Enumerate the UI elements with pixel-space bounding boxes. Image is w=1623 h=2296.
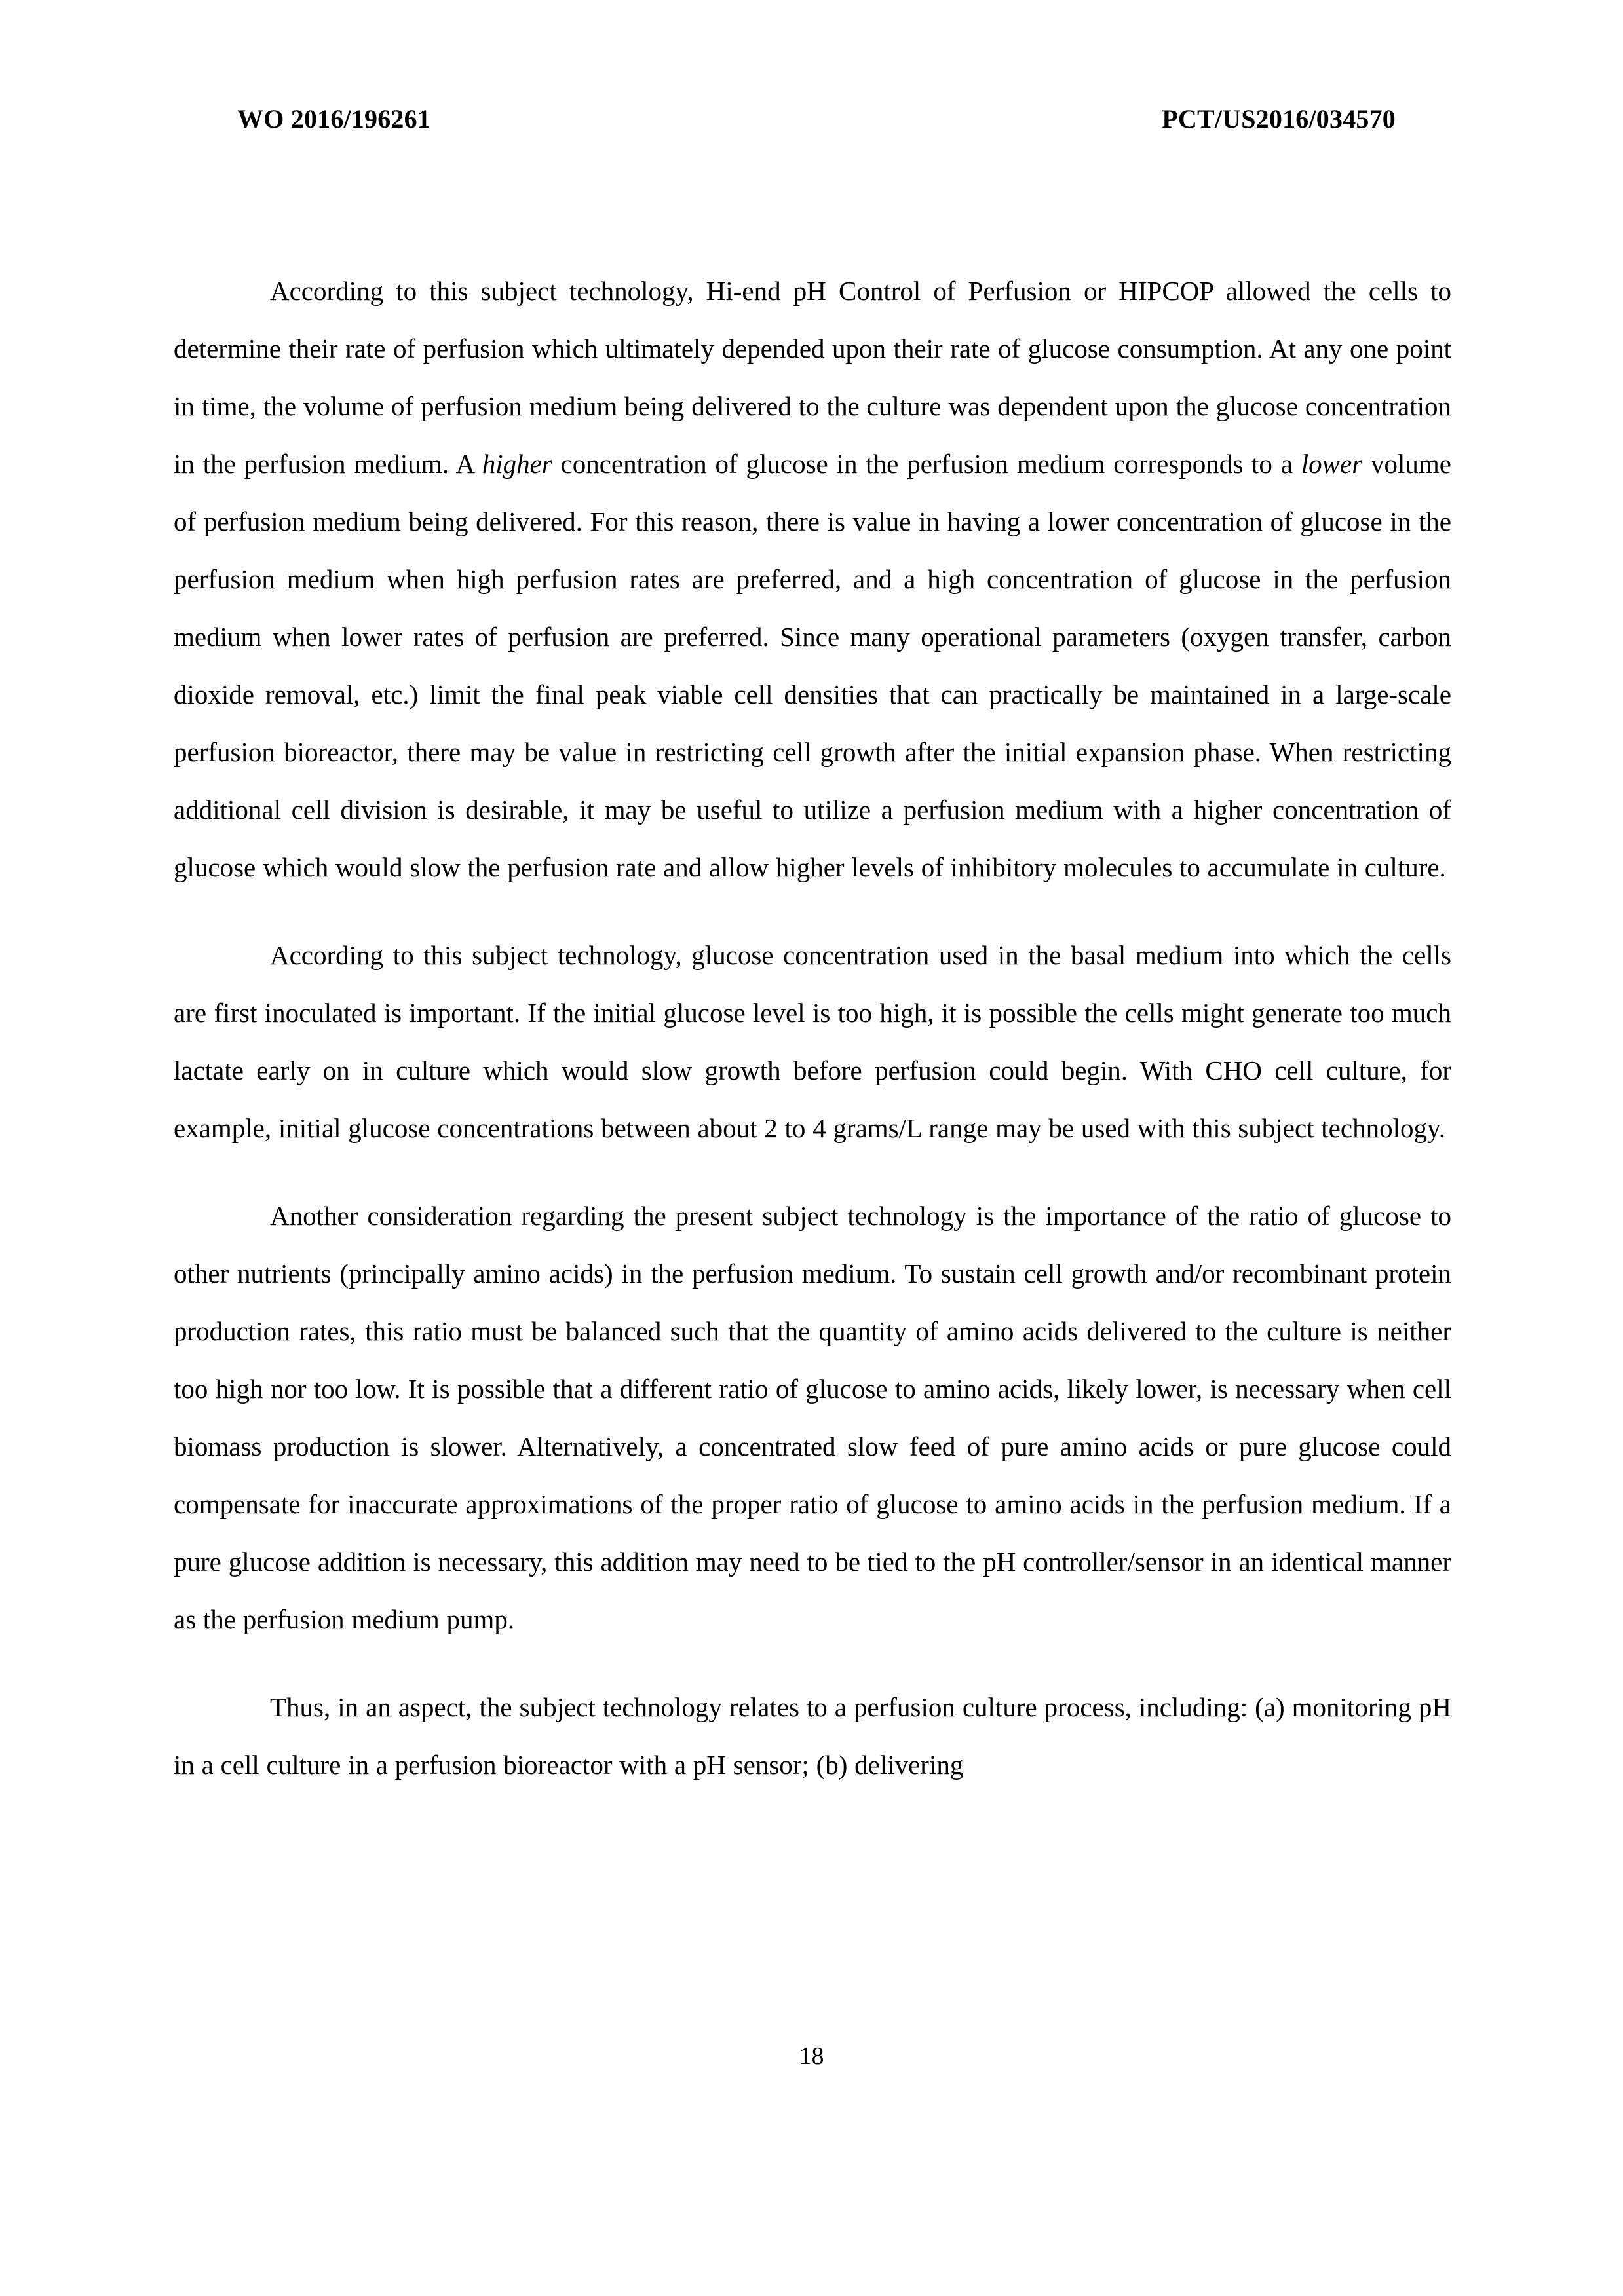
paragraph-1: According to this subject technology, Hi-end pH Control of Perfusion or HIPCOP allowed the cells to determine their rate of perfusion which ultimately depended upon their rate of glucose consumption. At any one point in time, the volume of perfusion medium being delivered to the culture was dependent upon the glucose concentration in the perfusion medium. A higher concentration of glucose in the perfusion medium corresponds to a lower volume of perfusion medium being delivered. For this reason, there is value in having a lower concentration of glucose in the perfusion medium when high perfusion rates are preferred, and a high concentration of glucose in the perfusion medium when lower rates of perfusion are preferred. Since many operational parameters (oxygen transfer, carbon dioxide removal, etc.) limit the final peak viable cell densities that can practically be maintained in a large-scale perfusion bioreactor, there may be value in restricting cell growth after the initial expansion phase. When restricting additional cell division is desirable, it may be useful to utilize a perfusion medium with a higher concentration of glucose which would slow the perfusion rate and allow higher levels of inhibitory molecules to accumulate in culture. <box>174 276 1451 882</box>
body-text <box>174 262 1451 1794</box>
running-header <box>237 105 1396 134</box>
paragraph-3: Another consideration regarding the present subject technology is the importance of the ratio of glucose to other nutrients (principally amino acids) in the perfusion medium. To sustain cell growth and/or recombinant protein production rates, this ratio must be balanced such that the quantity of amino acids delivered to the culture is neither too high nor too low. It is possible that a different ratio of glucose to amino acids, likely lower, is necessary when cell biomass production is slower. Alternatively, a concentrated slow feed of pure amino acids or pure glucose could compensate for inaccurate approximations of the proper ratio of glucose to amino acids in the perfusion medium. If a pure glucose addition is necessary, this addition may need to be tied to the pH controller/sensor in an identical manner as the perfusion medium pump. <box>174 1201 1451 1634</box>
emphasis-text: higher <box>482 449 552 479</box>
page-number: 18 <box>799 2042 824 2070</box>
publication-number: WO 2016/196261 <box>237 104 431 134</box>
paragraph-2: According to this subject technology, glucose concentration used in the basal medium into which the cells are first inoculated is important. If the initial glucose level is too high, it is possible the cells might generate too much lactate early on in culture which would slow growth before perfusion could begin. With CHO cell culture, for example, initial glucose concentrations between about 2 to 4 grams/L range may be used with this subject technology. <box>174 940 1451 1143</box>
emphasis-text: lower <box>1301 449 1363 479</box>
paragraph-4: Thus, in an aspect, the subject technology relates to a perfusion culture process, including: (a) monitoring pH in a cell culture in a perfusion bioreactor with a pH sensor; (b) delivering <box>174 1692 1451 1780</box>
application-number: PCT/US2016/034570 <box>1162 104 1396 134</box>
